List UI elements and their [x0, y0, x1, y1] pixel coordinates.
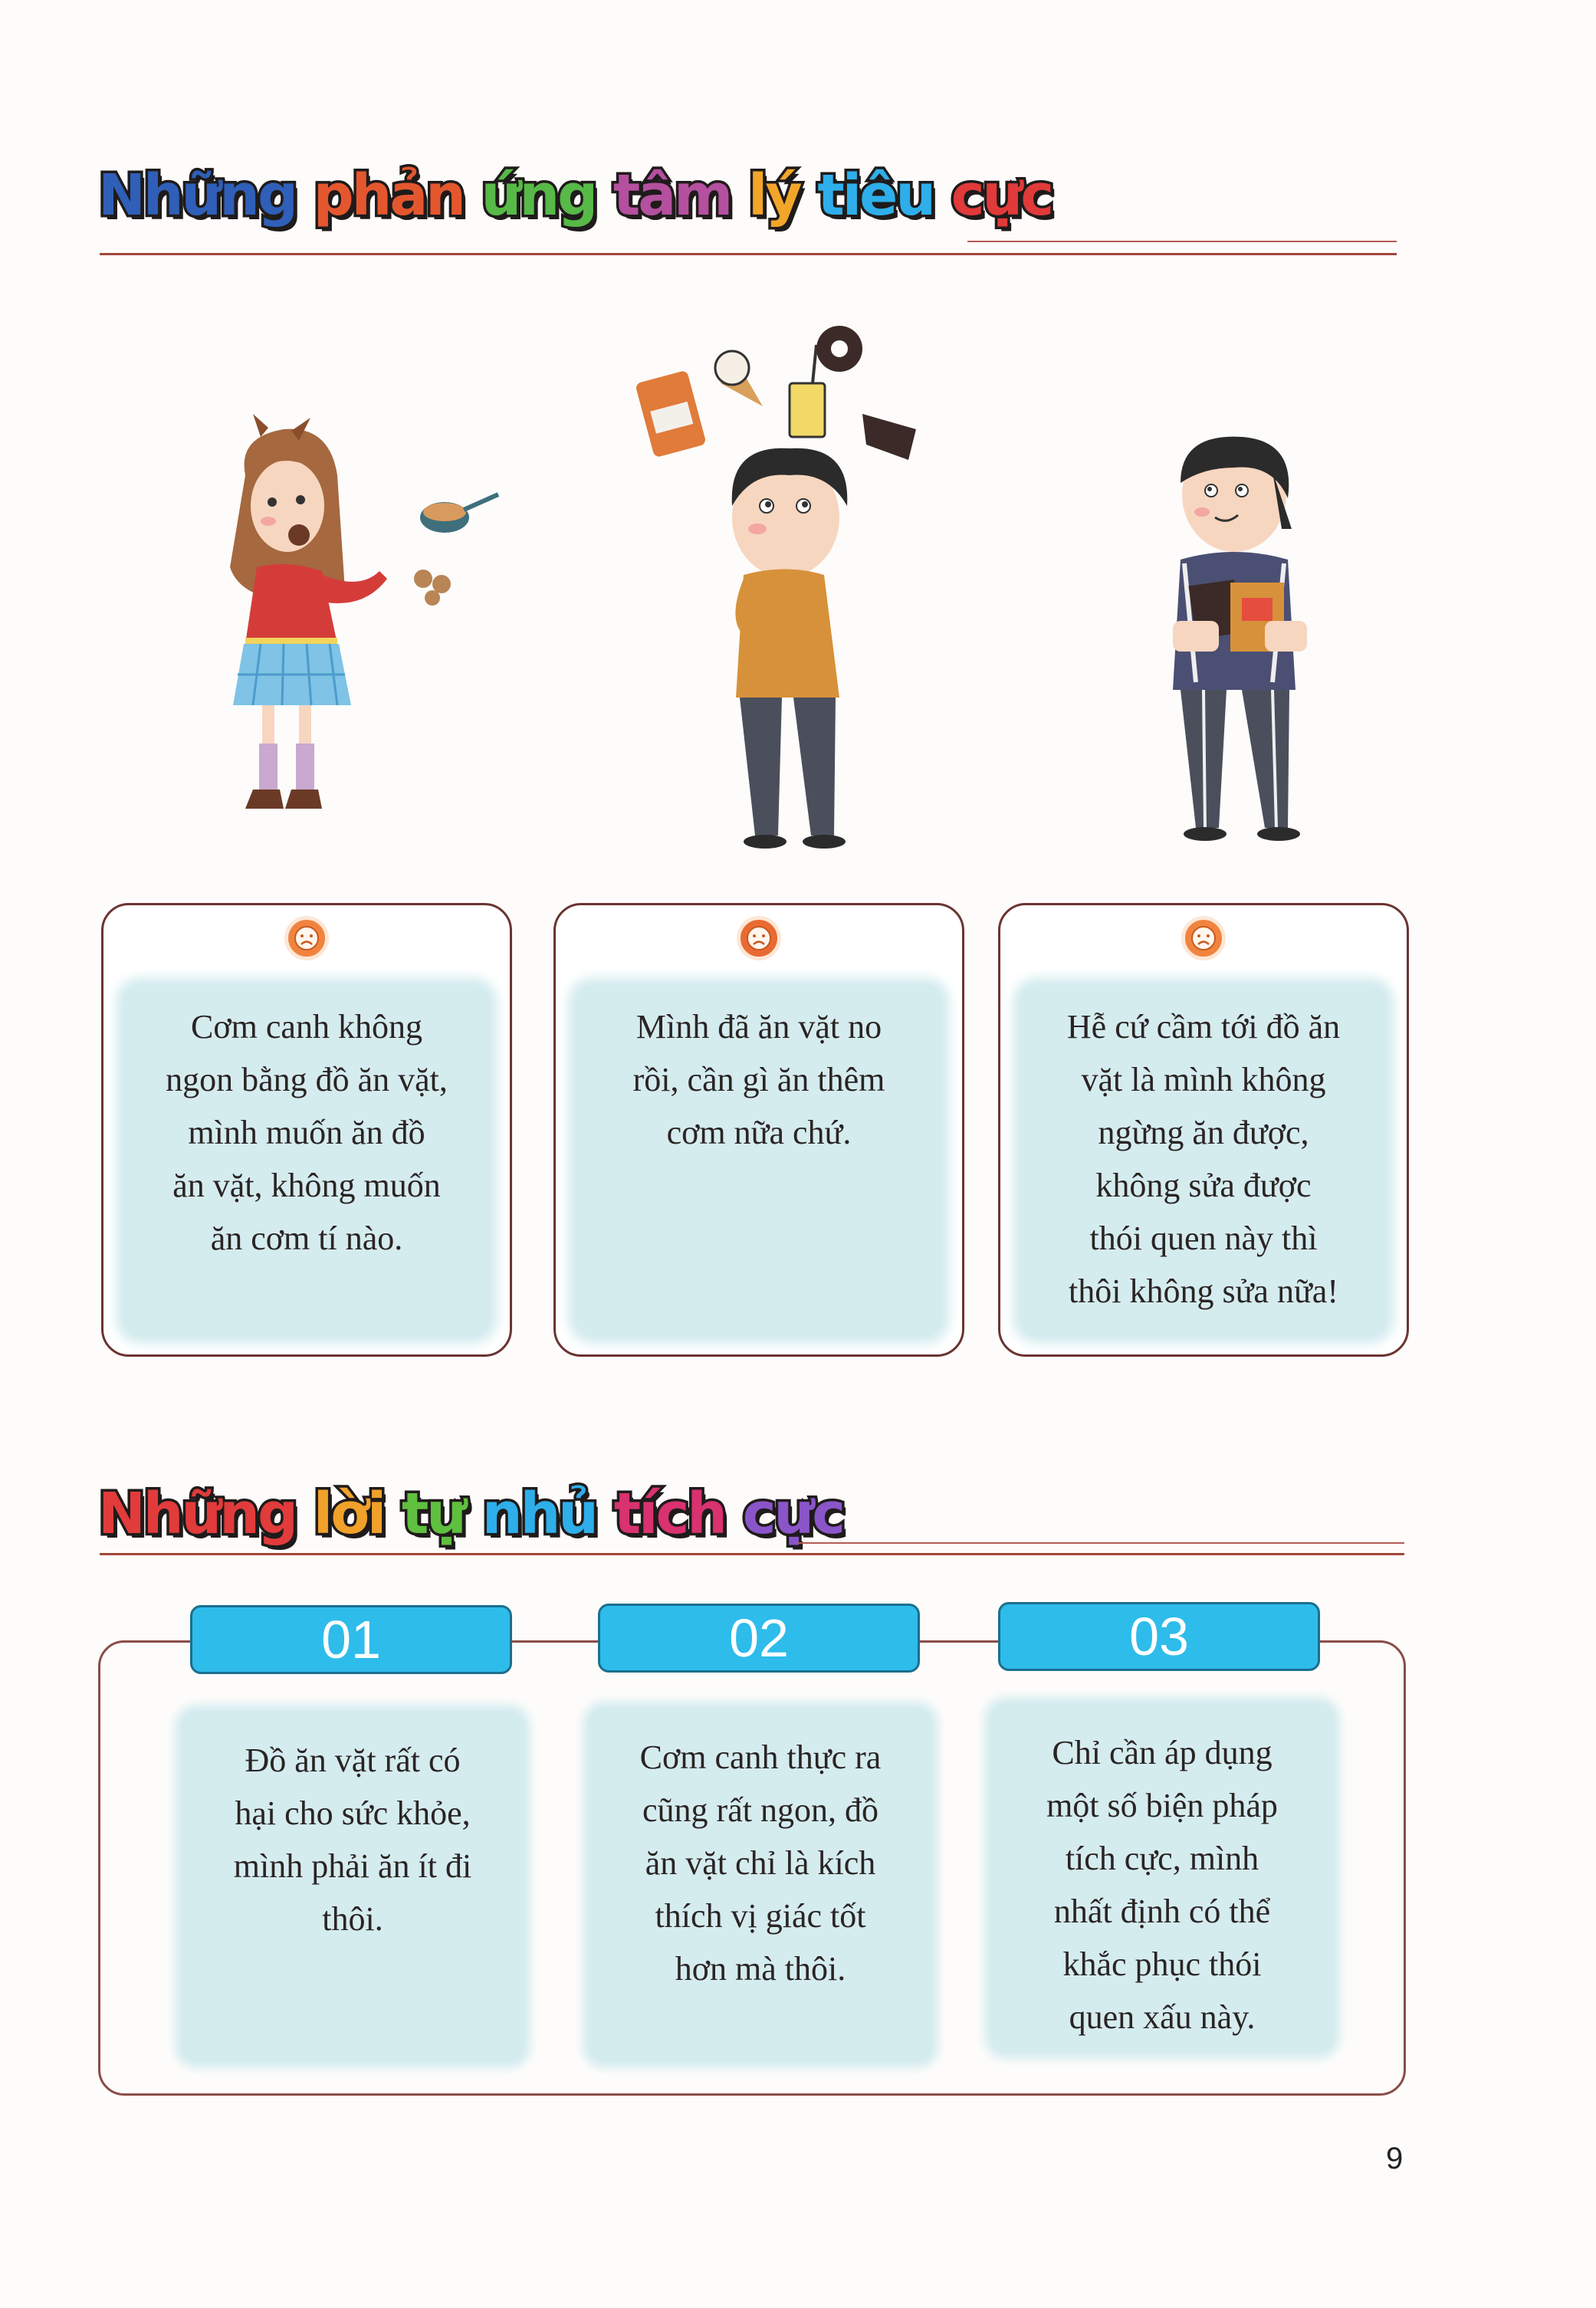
title-word: Những [98, 1481, 296, 1547]
title-word: lý [731, 163, 800, 228]
title-word: lời [295, 1481, 385, 1547]
boy-holding-snacks-illustration [1119, 429, 1349, 843]
sad-face-icon [1181, 916, 1226, 960]
girl-eating-snack-illustration [215, 414, 506, 843]
title-word: tự [384, 1481, 465, 1547]
title-word: cực [725, 1481, 844, 1547]
card-text: Mình đã ăn vặt no rồi, cần gì ăn thêm cơm nữa chứ. [632, 1008, 885, 1151]
card-panel [576, 985, 942, 1336]
item-number-badge: 01 [190, 1605, 512, 1674]
card-text: Hễ cứ cầm tới đồ ăn vặt là mình không ngừng ăn được, không sửa được thói quen này thì thôi không sửa nữa! [1066, 1008, 1341, 1310]
title-word: ứng [464, 163, 596, 228]
title-word: tiêu [800, 163, 934, 228]
sad-face-icon [737, 916, 781, 960]
positive-section-title [98, 1481, 843, 1547]
card-panel [1020, 985, 1387, 1336]
heading-underline-accent [797, 1542, 1404, 1544]
heading-underline [100, 253, 1397, 255]
boy-thinking-illustration [629, 314, 951, 851]
sad-face-icon [284, 916, 329, 960]
negative-thought-card [101, 903, 512, 1357]
title-word: tâm [596, 163, 731, 228]
title-word: phản [295, 163, 464, 228]
title-word: Những [98, 163, 296, 228]
positive-item-panel [181, 1711, 524, 2062]
negative-thought-card [553, 903, 964, 1357]
card-panel [123, 985, 490, 1336]
heading-underline [100, 1553, 1404, 1555]
item-number-badge: 03 [998, 1602, 1320, 1671]
item-number-badge: 02 [598, 1604, 920, 1673]
card-text: Chỉ cần áp dụng một số biện pháp tích cực, mình nhất định có thể khắc phục thói quen xấu này. [1046, 1734, 1278, 2036]
heading-underline-accent [967, 241, 1397, 242]
page-number: 9 [1386, 2142, 1404, 2175]
positive-item-panel [589, 1708, 932, 2062]
title-word: cực [934, 163, 1053, 228]
card-text: Đồ ăn vặt rất có hại cho sức khỏe, mình phải ăn ít đi thôi. [233, 1742, 472, 1938]
card-text: Cơm canh thực ra cũng rất ngon, đồ ăn vặt chỉ là kích thích vị giác tốt hơn mà thôi. [639, 1738, 882, 1988]
title-word: nhủ [465, 1481, 596, 1547]
positive-item-panel [990, 1703, 1334, 2053]
title-word: tích [596, 1481, 725, 1547]
card-text: Cơm canh không ngon bằng đồ ăn vặt, mình muốn ăn đồ ăn vặt, không muốn ăn cơm tí nào. [166, 1008, 448, 1257]
negative-section-title [98, 163, 1052, 228]
negative-thought-card [998, 903, 1409, 1357]
